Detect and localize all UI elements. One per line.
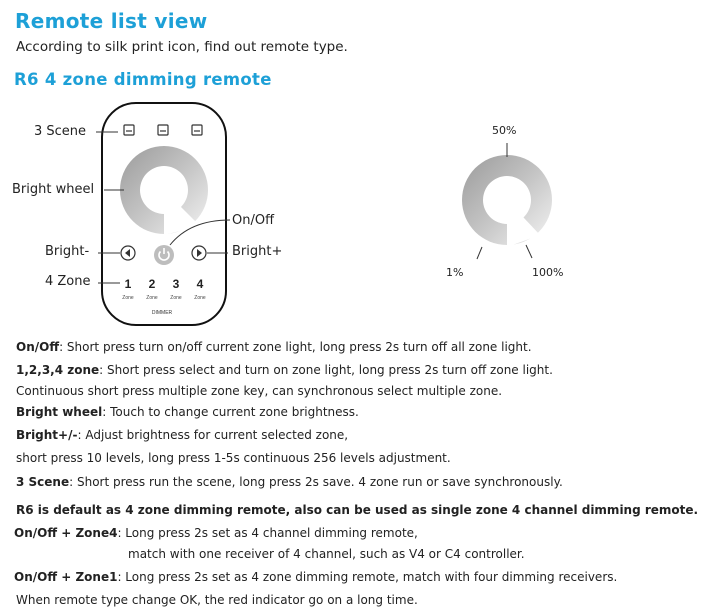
zone-caption-4: Zone (194, 295, 206, 301)
desc-text: short press 10 levels, long press 1-5s continuous 256 levels adjustment. (16, 451, 451, 465)
desc-line-9 (14, 526, 418, 540)
desc-term: 1,2,3,4 zone (16, 363, 100, 377)
desc-line-7 (16, 475, 563, 489)
desc-text: : Adjust brightness for current selected zone, (77, 428, 349, 442)
desc-line-4 (16, 405, 359, 419)
desc-term: Bright+/- (16, 428, 78, 442)
zone-number-4: 4 (196, 277, 204, 291)
desc-line-6 (16, 451, 451, 465)
zone-caption-2: Zone (146, 295, 158, 301)
wheel-label-50: 50% (492, 124, 517, 137)
callout-on-off: On/Off (232, 213, 275, 228)
callout-bright-wheel: Bright wheel (12, 182, 95, 197)
bright-minus-icon (121, 246, 135, 260)
wheel-label-100: 100% (532, 266, 564, 279)
brand-label: DIMMER (151, 310, 173, 316)
desc-term: On/Off + Zone4 (14, 526, 118, 540)
desc-text: : Short press select and turn on zone light, long press 2s turn off zone light. (99, 363, 553, 377)
page-subtitle: According to silk print icon, find out remote type. (16, 39, 348, 55)
section-title: R6 4 zone dimming remote (14, 70, 272, 89)
zone-number-3: 3 (172, 277, 180, 291)
bright-plus-icon (192, 246, 206, 260)
callout-3-scene: 3 Scene (34, 124, 87, 139)
desc-line-10 (128, 547, 525, 561)
desc-term: On/Off + Zone1 (14, 570, 118, 584)
page-title: Remote list view (15, 9, 208, 33)
zone-caption-3: Zone (170, 295, 182, 301)
callout-4-zone: 4 Zone (45, 274, 91, 289)
desc-line-5 (16, 428, 348, 442)
desc-line-3 (16, 384, 502, 398)
zone-number-2: 2 (148, 277, 156, 291)
desc-text: match with one receiver of 4 channel, such as V4 or C4 controller. (128, 547, 525, 561)
wheel-level-diagram (430, 135, 580, 265)
desc-term: Bright wheel (16, 405, 103, 419)
desc-text: Continuous short press multiple zone key, can synchronous select multiple zone. (16, 384, 503, 398)
zone-caption-1: Zone (122, 295, 134, 301)
desc-text: : Short press run the scene, long press 2s save. 4 zone run or save synchronously. (69, 475, 563, 489)
desc-line-1 (16, 340, 532, 354)
desc-line-12 (16, 593, 418, 607)
desc-term: R6 is default as 4 zone dimming remote, also can be used as single zone 4 channel dimming remote. (16, 503, 699, 517)
desc-text: : Long press 2s set as 4 channel dimming remote, (117, 526, 418, 540)
desc-text: When remote type change OK, the red indicator go on a long time. (16, 593, 418, 607)
callout-bright-minus: Bright- (45, 244, 90, 259)
desc-text: : Short press turn on/off current zone light, long press 2s turn off all zone light. (59, 340, 532, 354)
desc-text: : Long press 2s set as 4 zone dimming remote, match with four dimming receivers. (117, 570, 618, 584)
zone-number-1: 1 (124, 277, 132, 291)
desc-line-2 (16, 363, 553, 377)
desc-line-8 (16, 503, 698, 517)
wheel-label-1: 1% (446, 266, 464, 279)
desc-term: 3 Scene (16, 475, 70, 489)
power-icon (154, 245, 174, 265)
desc-text: : Touch to change current zone brightness. (102, 405, 359, 419)
callout-bright-plus: Bright+ (232, 244, 283, 259)
desc-term: On/Off (16, 340, 60, 354)
desc-line-11 (14, 570, 617, 584)
